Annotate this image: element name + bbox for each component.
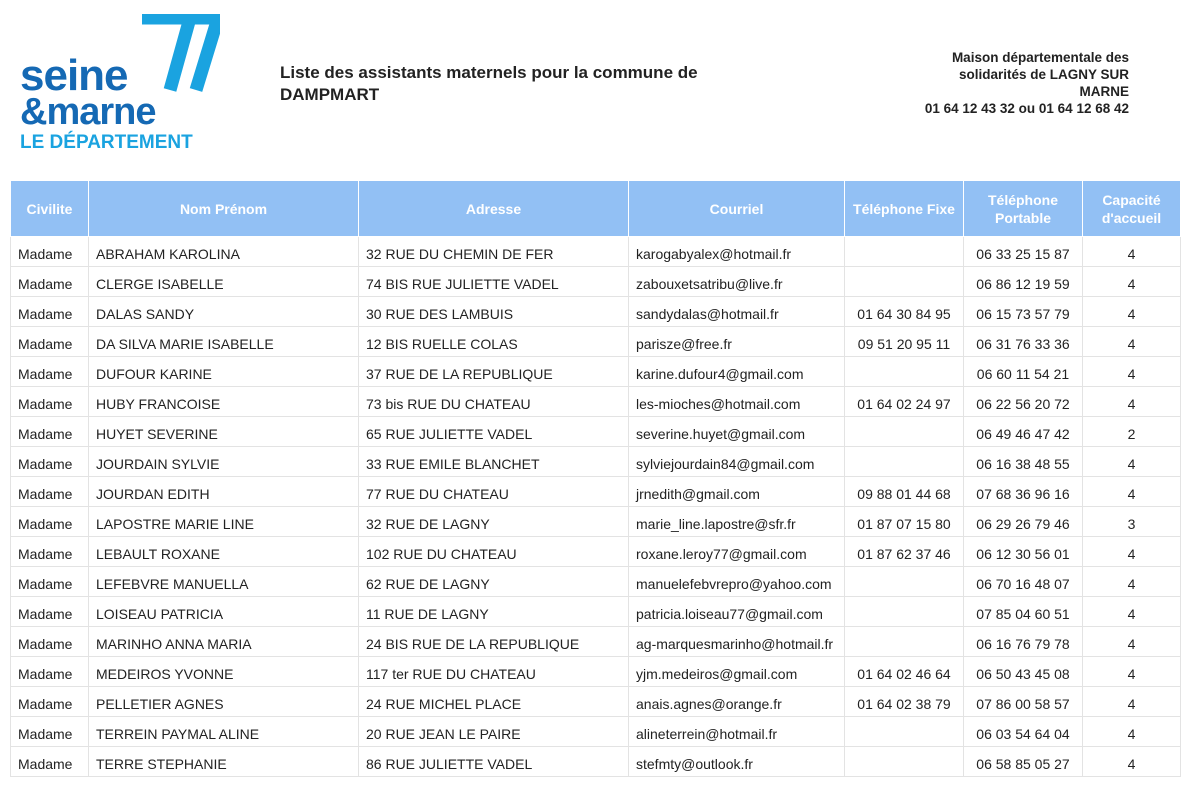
courriel-cell: marie_line.lapostre@sfr.fr (629, 507, 845, 537)
civilite-cell: Madame (11, 477, 89, 507)
telephone-portable-cell: 06 16 38 48 55 (964, 447, 1083, 477)
adresse-cell: 74 BIS RUE JULIETTE VADEL (359, 267, 629, 297)
civilite-cell: Madame (11, 657, 89, 687)
capacite-cell: 4 (1083, 747, 1181, 777)
telephone-portable-cell: 06 58 85 05 27 (964, 747, 1083, 777)
courriel-cell: sandydalas@hotmail.fr (629, 297, 845, 327)
courriel-cell: karine.dufour4@gmail.com (629, 357, 845, 387)
nom-prenom-cell: MARINHO ANNA MARIA (89, 627, 359, 657)
telephone-portable-cell: 07 68 36 96 16 (964, 477, 1083, 507)
table-body (11, 237, 1181, 777)
telephone-fixe-cell: 09 51 20 95 11 (845, 327, 964, 357)
adresse-cell: 117 ter RUE DU CHATEAU (359, 657, 629, 687)
nom-prenom-cell: LEFEBVRE MANUELLA (89, 567, 359, 597)
nom-prenom-cell: LEBAULT ROXANE (89, 537, 359, 567)
nom-prenom-cell: HUYET SEVERINE (89, 417, 359, 447)
table-row (11, 597, 1181, 627)
maison-line: MARNE (1079, 84, 1129, 99)
nom-prenom-cell: JOURDAN EDITH (89, 477, 359, 507)
courriel-cell: sylviejourdain84@gmail.com (629, 447, 845, 477)
adresse-cell: 12 BIS RUELLE COLAS (359, 327, 629, 357)
table-row (11, 567, 1181, 597)
telephone-fixe-cell (845, 417, 964, 447)
courriel-cell: patricia.loiseau77@gmail.com (629, 597, 845, 627)
nom-prenom-cell: ABRAHAM KAROLINA (89, 237, 359, 267)
civilite-cell: Madame (11, 537, 89, 567)
courriel-cell: roxane.leroy77@gmail.com (629, 537, 845, 567)
adresse-cell: 24 RUE MICHEL PLACE (359, 687, 629, 717)
civilite-cell: Madame (11, 687, 89, 717)
courriel-cell: karogabyalex@hotmail.fr (629, 237, 845, 267)
telephone-portable-cell: 06 31 76 33 36 (964, 327, 1083, 357)
telephone-portable-cell: 06 70 16 48 07 (964, 567, 1083, 597)
maison-departementale-info (925, 49, 1129, 117)
telephone-fixe-cell: 01 64 02 24 97 (845, 387, 964, 417)
telephone-fixe-cell: 09 88 01 44 68 (845, 477, 964, 507)
telephone-fixe-cell: 01 64 02 46 64 (845, 657, 964, 687)
nom-prenom-cell: PELLETIER AGNES (89, 687, 359, 717)
civilite-cell: Madame (11, 717, 89, 747)
telephone-fixe-cell (845, 267, 964, 297)
civilite-cell: Madame (11, 387, 89, 417)
table-row (11, 717, 1181, 747)
column-header-adresse: Adresse (359, 181, 629, 237)
column-header-courriel: Courriel (629, 181, 845, 237)
column-header-civilite: Civilite (11, 181, 89, 237)
capacite-cell: 2 (1083, 417, 1181, 447)
civilite-cell: Madame (11, 327, 89, 357)
civilite-cell: Madame (11, 267, 89, 297)
civilite-cell: Madame (11, 297, 89, 327)
adresse-cell: 20 RUE JEAN LE PAIRE (359, 717, 629, 747)
courriel-cell: anais.agnes@orange.fr (629, 687, 845, 717)
table-row (11, 357, 1181, 387)
table-row (11, 327, 1181, 357)
table-header-row (11, 181, 1181, 237)
table-row (11, 297, 1181, 327)
telephone-portable-cell: 06 86 12 19 59 (964, 267, 1083, 297)
telephone-portable-cell: 06 50 43 45 08 (964, 657, 1083, 687)
civilite-cell: Madame (11, 597, 89, 627)
civilite-cell: Madame (11, 447, 89, 477)
telephone-fixe-cell (845, 627, 964, 657)
capacite-cell: 4 (1083, 537, 1181, 567)
courriel-cell: les-mioches@hotmail.com (629, 387, 845, 417)
table-row (11, 237, 1181, 267)
table-row (11, 627, 1181, 657)
capacite-cell: 3 (1083, 507, 1181, 537)
adresse-cell: 86 RUE JULIETTE VADEL (359, 747, 629, 777)
capacite-cell: 4 (1083, 687, 1181, 717)
capacite-cell: 4 (1083, 627, 1181, 657)
telephone-fixe-cell: 01 64 02 38 79 (845, 687, 964, 717)
table-row (11, 687, 1181, 717)
table-row (11, 387, 1181, 417)
seine-et-marne-logo (20, 14, 220, 154)
telephone-fixe-cell (845, 567, 964, 597)
capacite-cell: 4 (1083, 567, 1181, 597)
nom-prenom-cell: HUBY FRANCOISE (89, 387, 359, 417)
telephone-fixe-cell (845, 447, 964, 477)
logo-marne: &marne (20, 91, 156, 133)
capacite-cell: 4 (1083, 237, 1181, 267)
nom-prenom-cell: DA SILVA MARIE ISABELLE (89, 327, 359, 357)
telephone-fixe-cell (845, 597, 964, 627)
telephone-portable-cell: 06 16 76 79 78 (964, 627, 1083, 657)
courriel-cell: parisze@free.fr (629, 327, 845, 357)
telephone-portable-cell: 06 49 46 47 42 (964, 417, 1083, 447)
page-title: Liste des assistants maternels pour la commune de DAMPMART (280, 63, 698, 104)
courriel-cell: ag-marquesmarinho@hotmail.fr (629, 627, 845, 657)
telephone-portable-cell: 06 33 25 15 87 (964, 237, 1083, 267)
adresse-cell: 11 RUE DE LAGNY (359, 597, 629, 627)
telephone-fixe-cell: 01 87 62 37 46 (845, 537, 964, 567)
nom-prenom-cell: MEDEIROS YVONNE (89, 657, 359, 687)
telephone-portable-cell: 06 03 54 64 04 (964, 717, 1083, 747)
table-row (11, 447, 1181, 477)
courriel-cell: manuelefebvrepro@yahoo.com (629, 567, 845, 597)
adresse-cell: 33 RUE EMILE BLANCHET (359, 447, 629, 477)
telephone-portable-cell: 06 12 30 56 01 (964, 537, 1083, 567)
telephone-fixe-cell: 01 64 30 84 95 (845, 297, 964, 327)
logo-seine: seine (20, 51, 128, 100)
civilite-cell: Madame (11, 747, 89, 777)
capacite-cell: 4 (1083, 357, 1181, 387)
adresse-cell: 30 RUE DES LAMBUIS (359, 297, 629, 327)
capacite-cell: 4 (1083, 297, 1181, 327)
telephone-fixe-cell (845, 717, 964, 747)
civilite-cell: Madame (11, 237, 89, 267)
civilite-cell: Madame (11, 627, 89, 657)
adresse-cell: 32 RUE DU CHEMIN DE FER (359, 237, 629, 267)
telephone-portable-cell: 06 29 26 79 46 (964, 507, 1083, 537)
telephone-portable-cell: 06 15 73 57 79 (964, 297, 1083, 327)
telephone-fixe-cell (845, 237, 964, 267)
telephone-fixe-cell (845, 357, 964, 387)
civilite-cell: Madame (11, 357, 89, 387)
adresse-cell: 65 RUE JULIETTE VADEL (359, 417, 629, 447)
assistants-table (10, 180, 1181, 777)
civilite-cell: Madame (11, 567, 89, 597)
table-row (11, 507, 1181, 537)
nom-prenom-cell: LAPOSTRE MARIE LINE (89, 507, 359, 537)
table-row (11, 267, 1181, 297)
nom-prenom-cell: CLERGE ISABELLE (89, 267, 359, 297)
capacite-cell: 4 (1083, 327, 1181, 357)
capacite-cell: 4 (1083, 387, 1181, 417)
nom-prenom-cell: DUFOUR KARINE (89, 357, 359, 387)
courriel-cell: stefmty@outlook.fr (629, 747, 845, 777)
telephone-fixe-cell: 01 87 07 15 80 (845, 507, 964, 537)
maison-line: solidarités de LAGNY SUR (958, 67, 1129, 82)
adresse-cell: 62 RUE DE LAGNY (359, 567, 629, 597)
table-row (11, 657, 1181, 687)
courriel-cell: alineterrein@hotmail.fr (629, 717, 845, 747)
capacite-cell: 4 (1083, 477, 1181, 507)
adresse-cell: 73 bis RUE DU CHATEAU (359, 387, 629, 417)
adresse-cell: 102 RUE DU CHATEAU (359, 537, 629, 567)
table-row (11, 417, 1181, 447)
telephone-portable-cell: 06 60 11 54 21 (964, 357, 1083, 387)
telephone-portable-cell: 06 22 56 20 72 (964, 387, 1083, 417)
courriel-cell: jrnedith@gmail.com (629, 477, 845, 507)
adresse-cell: 37 RUE DE LA REPUBLIQUE (359, 357, 629, 387)
capacite-cell: 4 (1083, 597, 1181, 627)
nom-prenom-cell: DALAS SANDY (89, 297, 359, 327)
telephone-fixe-cell (845, 747, 964, 777)
adresse-cell: 24 BIS RUE DE LA REPUBLIQUE (359, 627, 629, 657)
nom-prenom-cell: TERREIN PAYMAL ALINE (89, 717, 359, 747)
column-header-capacite: Capacité d'accueil (1083, 181, 1181, 237)
civilite-cell: Madame (11, 417, 89, 447)
nom-prenom-cell: JOURDAIN SYLVIE (89, 447, 359, 477)
nom-prenom-cell: TERRE STEPHANIE (89, 747, 359, 777)
telephone-portable-cell: 07 86 00 58 57 (964, 687, 1083, 717)
adresse-cell: 32 RUE DE LAGNY (359, 507, 629, 537)
logo-le-departement: LE DÉPARTEMENT (20, 132, 193, 153)
maison-line: Maison départementale des (951, 50, 1129, 65)
civilite-cell: Madame (11, 507, 89, 537)
column-header-telephone-fixe: Téléphone Fixe (845, 181, 964, 237)
table-row (11, 537, 1181, 567)
courriel-cell: zabouxetsatribu@live.fr (629, 267, 845, 297)
capacite-cell: 4 (1083, 447, 1181, 477)
table-row (11, 747, 1181, 777)
maison-phone: 01 64 12 43 32 ou 01 64 12 68 42 (924, 101, 1129, 116)
table-row (11, 477, 1181, 507)
capacite-cell: 4 (1083, 267, 1181, 297)
column-header-nom-prenom: Nom Prénom (89, 181, 359, 237)
column-header-telephone-portable: Téléphone Portable (964, 181, 1083, 237)
courriel-cell: severine.huyet@gmail.com (629, 417, 845, 447)
adresse-cell: 77 RUE DU CHATEAU (359, 477, 629, 507)
capacite-cell: 4 (1083, 657, 1181, 687)
nom-prenom-cell: LOISEAU PATRICIA (89, 597, 359, 627)
courriel-cell: yjm.medeiros@gmail.com (629, 657, 845, 687)
telephone-portable-cell: 07 85 04 60 51 (964, 597, 1083, 627)
capacite-cell: 4 (1083, 717, 1181, 747)
